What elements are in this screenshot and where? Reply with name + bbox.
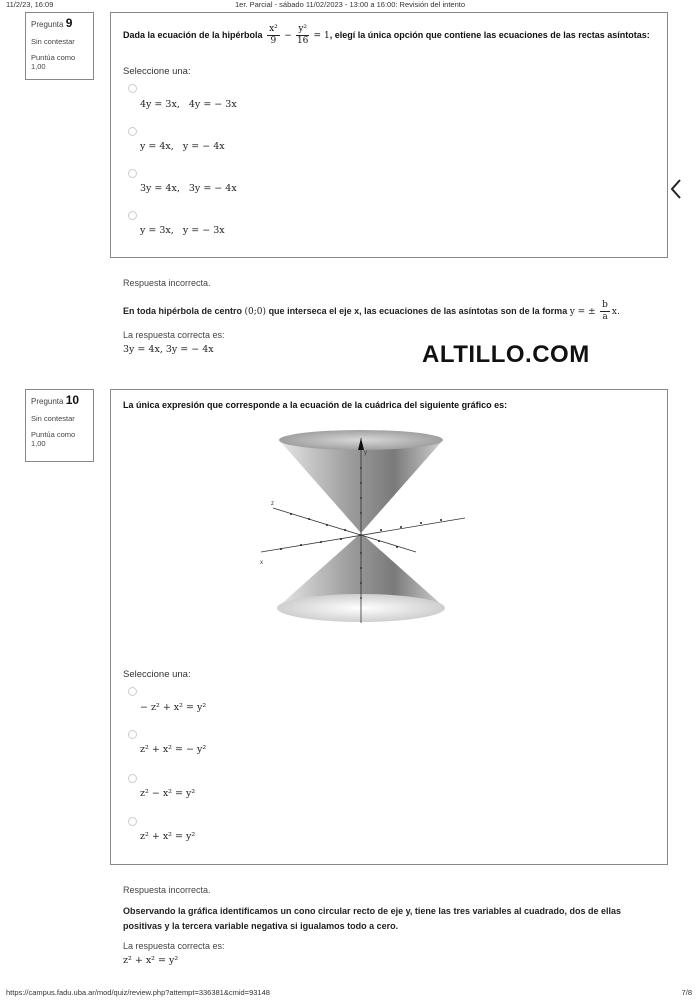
double-cone-graph: [251, 428, 471, 646]
question-9-option-1-radio[interactable]: [128, 84, 137, 93]
question-10-box: [110, 389, 668, 865]
question-10-explanation-line-2: positivas y la tercera variable negativa si igualamos todo a cero.: [123, 921, 399, 931]
question-9-points: 1,00: [31, 62, 46, 71]
hyperbola-fraction-x: $\frac{\text{x²}}{9}$: [269, 24, 278, 46]
x-axis-label: x: [260, 560, 263, 566]
question-10-option-3-radio[interactable]: [128, 774, 137, 783]
hyperbola-fraction-y: $\frac{\text{y²}}{16}$: [296, 24, 309, 46]
chevron-left-icon[interactable]: [669, 178, 683, 206]
question-10-correct-label: La respuesta correcta es:: [123, 941, 225, 951]
question-10-points-label: Puntúa como: [31, 430, 76, 439]
question-9-select-label: Seleccione una:: [123, 66, 191, 77]
print-url: https://campus.fadu.uba.ar/mod/quiz/review.php?attempt=336381&cmid=93148: [6, 988, 270, 997]
question-10-status: Sin contestar: [31, 414, 75, 423]
question-10-correct-answer: z² + x² = y²: [123, 955, 179, 966]
question-9-option-4[interactable]: y = 3x, y = − 3x: [140, 225, 225, 236]
question-10-info: [25, 389, 94, 462]
question-9-correct-answer: 3y = 4x, 3y = − 4x: [123, 344, 214, 355]
question-10-label: Pregunta 10: [31, 393, 80, 407]
asymptote-fraction: $\frac{b}{a}$: [602, 300, 608, 322]
question-10-feedback-status: Respuesta incorrecta.: [123, 885, 211, 895]
print-title: 1er. Parcial - sábado 11/02/2023 - 13:00 a 16:00: Revisión del intento: [234, 0, 466, 9]
question-10-option-2-radio[interactable]: [128, 730, 137, 739]
question-10-option-4[interactable]: z² + x² = y²: [140, 831, 196, 842]
z-axis-label: z: [271, 501, 274, 507]
question-10-text: La única expresión que corresponde a la ecuación de la cuádrica del siguiente gráfico es:: [123, 400, 508, 410]
question-10-option-1-radio[interactable]: [128, 687, 137, 696]
question-10-option-2[interactable]: z² + x² = − y²: [140, 744, 207, 755]
y-axis-label: y: [364, 450, 367, 456]
question-10-explanation-line-1: Observando la gráfica identificamos un cono circular recto de eje y, tiene las tres variables al cuadrado, dos de ellas: [123, 906, 622, 916]
question-9-status: Sin contestar: [31, 37, 75, 46]
question-10-option-3[interactable]: z² − x² = y²: [140, 788, 196, 799]
question-9-points-label: Puntúa como: [31, 53, 76, 62]
question-9-option-2[interactable]: y = 4x, y = − 4x: [140, 141, 225, 152]
question-9-option-4-radio[interactable]: [128, 211, 137, 220]
question-10-select-label: Seleccione una:: [123, 669, 191, 680]
question-9-box: [110, 12, 668, 258]
print-datetime: 11/2/23, 16:09: [6, 0, 54, 9]
question-10-points: 1,00: [31, 439, 46, 448]
question-9-option-3-radio[interactable]: [128, 169, 137, 178]
question-9-option-2-radio[interactable]: [128, 127, 137, 136]
question-9-explanation: En toda hipérbola de centro (0;0) que interseca el eje x, las ecuaciones de las asíntotas son de la forma y = ± $\frac{b}{a}$ x.: [123, 300, 620, 322]
question-9-text: Dada la ecuación de la hipérbola $\frac{\text{x²}}{9}$ − $\frac{\text{y²}}{16}$ = 1, elegí la única opción que contiene las ecuaciones de las rectas asíntotas:: [123, 24, 650, 46]
question-9-label: Pregunta 9: [31, 16, 73, 30]
question-9-info: [25, 12, 94, 80]
question-9-feedback-status: Respuesta incorrecta.: [123, 278, 211, 288]
print-page-number: 7/8: [681, 988, 692, 997]
question-10-option-1[interactable]: − z² + x² = y²: [140, 702, 207, 713]
watermark-logo: ALTILLO.COM: [422, 341, 590, 368]
question-9-correct-label: La respuesta correcta es:: [123, 330, 225, 340]
question-10-option-4-radio[interactable]: [128, 817, 137, 826]
question-9-option-1[interactable]: 4y = 3x, 4y = − 3x: [140, 99, 237, 110]
question-9-option-3[interactable]: 3y = 4x, 3y = − 4x: [140, 183, 237, 194]
